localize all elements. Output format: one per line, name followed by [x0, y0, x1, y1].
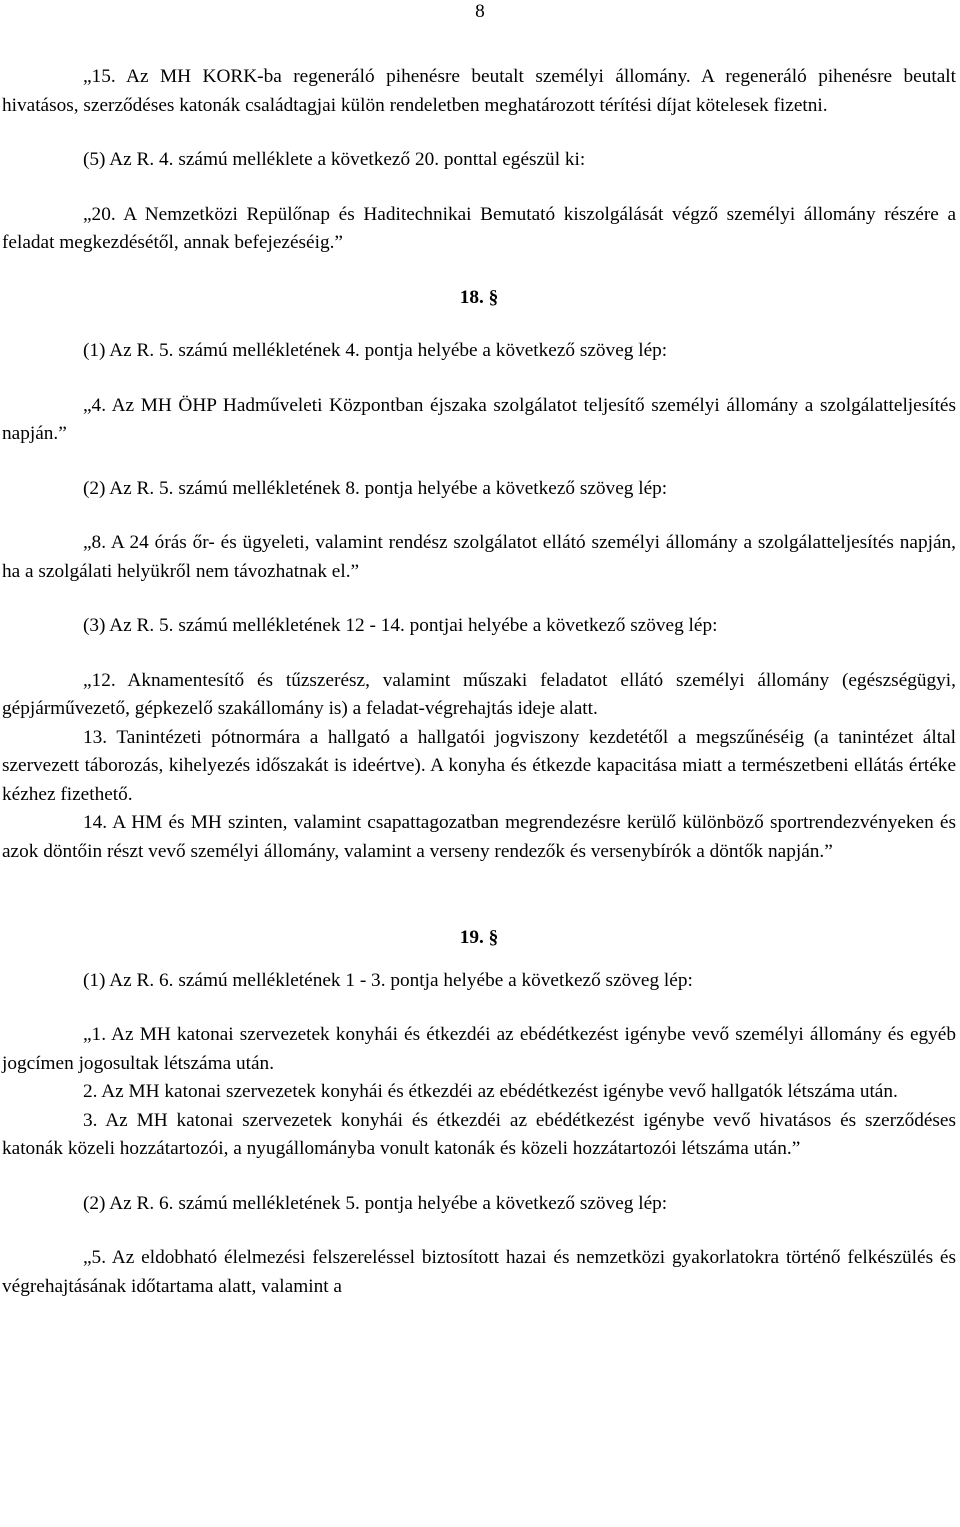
amendment-paragraph-2-section-19: (2) Az R. 6. számú mellékletének 5. pontja helyébe a következő szöveg lép:	[83, 1192, 668, 1214]
amendment-paragraph-3: (3) Az R. 5. számú mellékletének 12 - 14. pontjai helyébe a következő szöveg lép:	[83, 615, 718, 636]
quoted-point-15: „15. Az MH KORK-ba regeneráló pihenésre beutalt személyi állomány. A regeneráló pihenésre beutalt hivatásos, szerződéses katonák családtagjai külön rendeletben meghatározott térítési díjat kötelesek fizetni.	[2, 66, 956, 116]
quoted-point-4: „4. Az MH ÖHP Hadműveleti Központban éjszaka szolgálatot teljesítő személyi állomány a szolgálatteljesítés napján.”	[2, 394, 956, 444]
quoted-point-3: 3. Az MH katonai szervezetek konyhái és étkezdéi az ebédétkezést igénybe vevő hivatásos és szerződéses katonák közeli hozzátartozói, a nyugállományba vonult katonák és közeli hozzátartozói létszáma után.”	[2, 1109, 956, 1159]
quoted-point-2: 2. Az MH katonai szervezetek konyhái és étkezdéi az ebédétkezést igénybe vevő hallgatók létszáma után.	[83, 1081, 898, 1102]
section-heading-18: 18. §	[459, 286, 499, 308]
quoted-point-12: „12. Aknamentesítő és tűzszerész, valamint műszaki feladatot ellátó személyi állomány (egészségügyi, gépjárművezető, gépkezelő szakállomány is) a feladat-végrehajtás ideje alatt.	[2, 669, 956, 719]
quoted-point-5: „5. Az eldobható élelmezési felszereléssel biztosított hazai és nemzetközi gyakorlatokra történő felkészülés és végrehajtásának időtartama alatt, valamint a	[2, 1247, 956, 1297]
page-number: 8	[475, 1, 485, 22]
quoted-point-20: „20. A Nemzetközi Repülőnap és Haditechnikai Bemutató kiszolgálását végző személyi állomány részére a feladat megkezdésétől, annak befejezéséig.”	[2, 203, 956, 253]
quoted-point-13: 13. Tanintézeti pótnormára a hallgató a hallgatói jogviszony kezdetétől a megszűnéséig (a tanintézet által szervezett táborozás, kihelyezés időszakát is ideértve). A konyha és étkezde kapacitása miatt a természetbeni ellátás értéke kézhez fizethető.	[2, 726, 956, 805]
amendment-paragraph-1-section-19: (1) Az R. 6. számú mellékletének 1 - 3. pontja helyébe a következő szöveg lép:	[83, 969, 693, 991]
document-body	[2, 63, 956, 1301]
section-heading-19: 19. §	[459, 927, 499, 948]
amendment-paragraph-2: (2) Az R. 5. számú mellékletének 8. pontja helyébe a következő szöveg lép:	[83, 477, 668, 499]
amendment-paragraph-5: (5) Az R. 4. számú melléklete a következő 20. ponttal egészül ki:	[83, 149, 586, 170]
amendment-paragraph-1: (1) Az R. 5. számú mellékletének 4. pontja helyébe a következő szöveg lép:	[83, 340, 668, 361]
quoted-point-8: „8. A 24 órás őr- és ügyeleti, valamint rendész szolgálatot ellátó személyi állomány a szolgálatteljesítés napján, ha a szolgálati helyükről nem távozhatnak el.”	[2, 532, 956, 582]
quoted-point-14: 14. A HM és MH szinten, valamint csapattagozatban megrendezésre kerülő különböző sportrendezvényeken és azok döntőin részt vevő személyi állomány, valamint a verseny rendezők és versenybírók a döntők napján.”	[2, 812, 956, 862]
quoted-point-1: „1. Az MH katonai szervezetek konyhái és étkezdéi az ebédétkezést igénybe vevő személyi állomány és egyéb jogcímen jogosultak létszáma után.	[2, 1024, 956, 1074]
